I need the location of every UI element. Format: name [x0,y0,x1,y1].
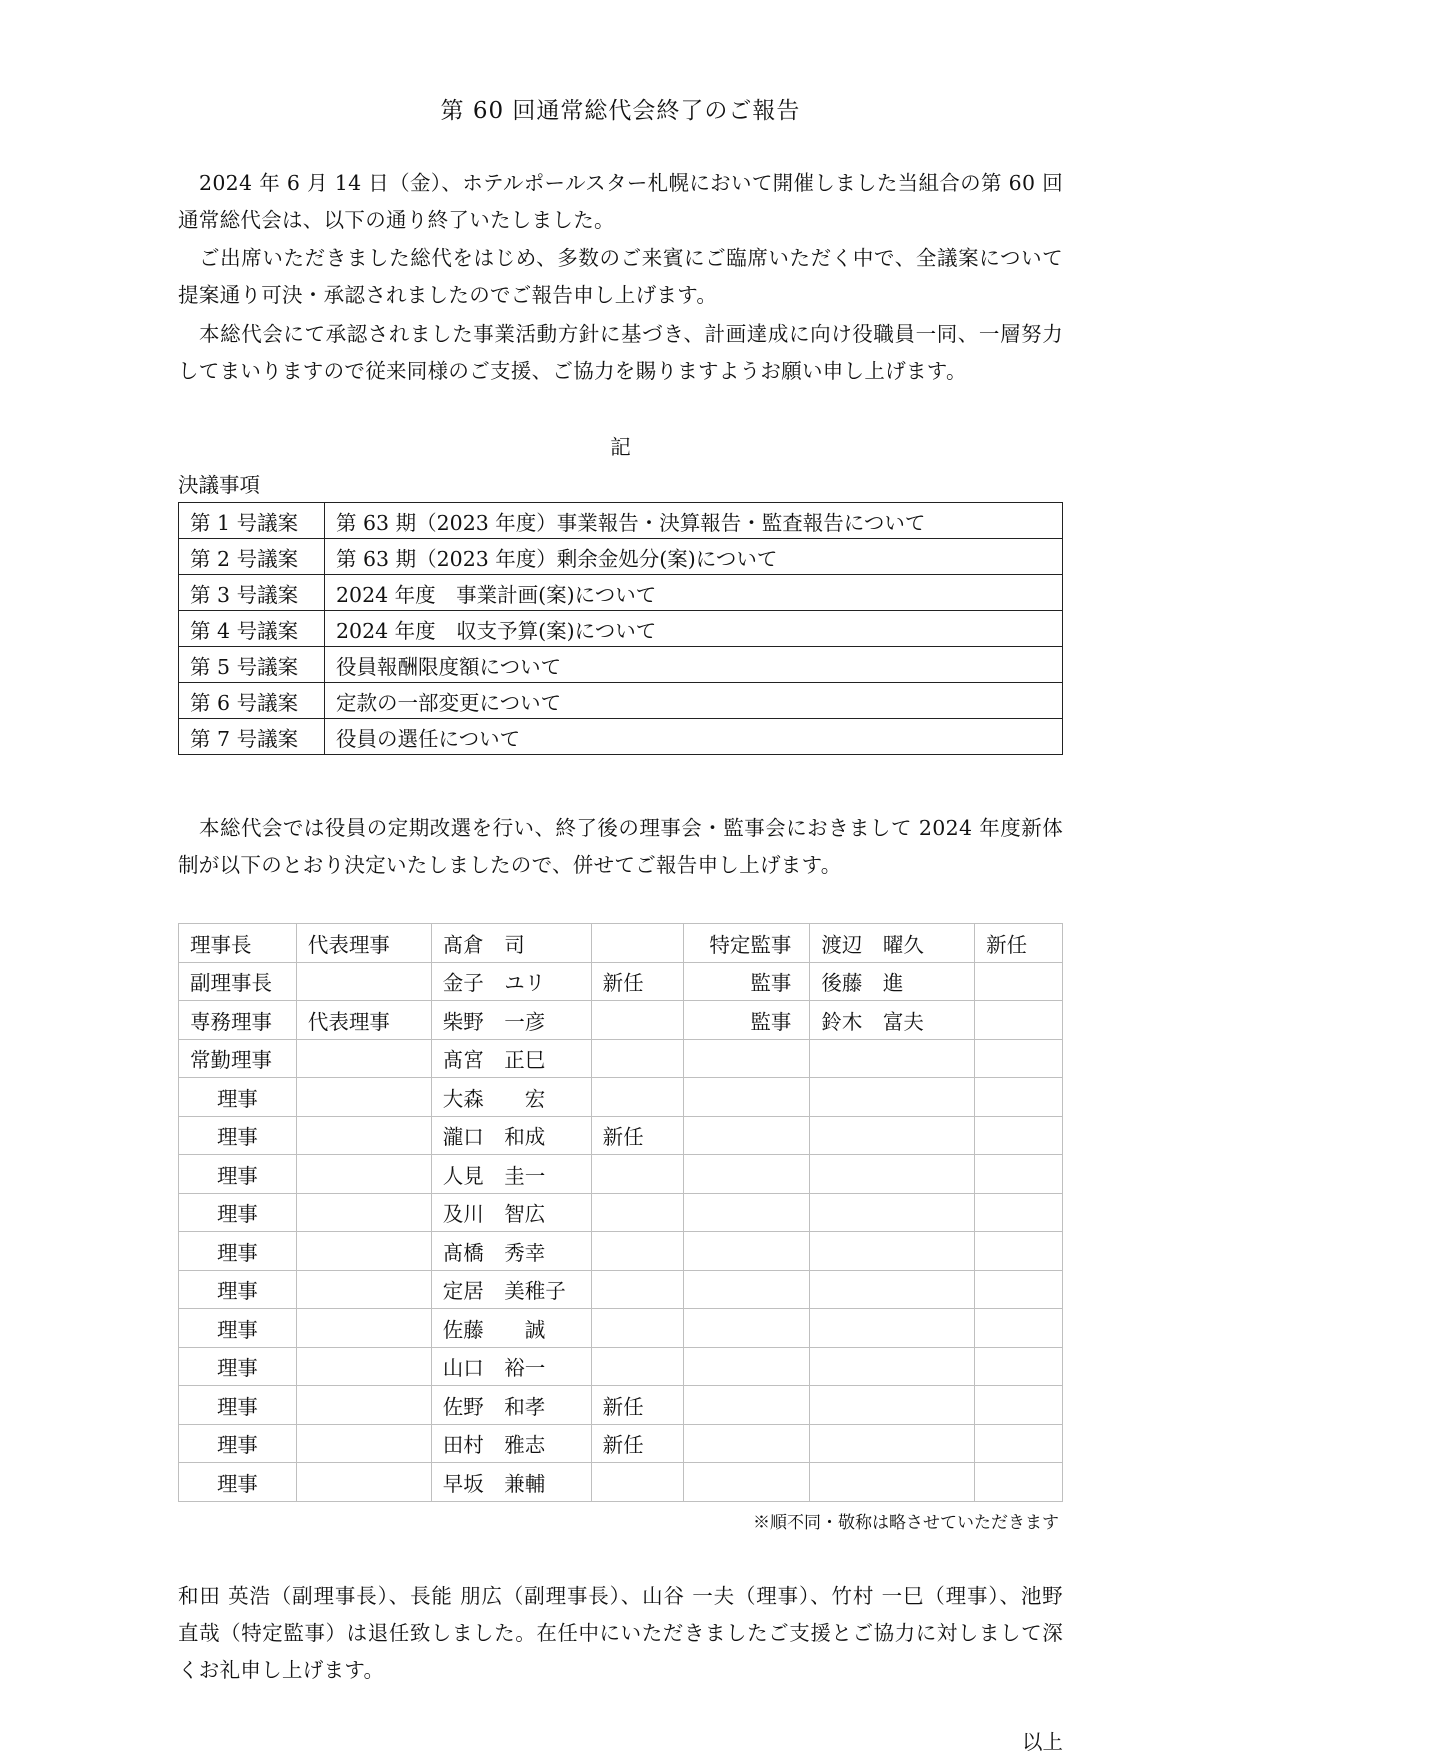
auditor-role [684,1155,810,1194]
officer-name: 髙倉 司 [431,924,591,963]
officer-name: 人見 圭一 [431,1155,591,1194]
auditor-status: 新任 [975,924,1063,963]
resolution-row [179,647,1063,683]
auditor-role [684,1039,810,1078]
auditor-role [684,1232,810,1271]
resolution-row [179,539,1063,575]
officer-status [591,1001,684,1040]
officer-name: 髙宮 正巳 [431,1039,591,1078]
officer-representative [296,1155,431,1194]
intro-paragraph-1: 2024 年 6 月 14 日（金）、ホテルポールスター札幌において開催しました当組合の第 60 回通常総代会は、以下の通り終了いたしました。 [178,171,1063,232]
auditor-name: 鈴木 富夫 [810,1001,975,1040]
officer-representative: 代表理事 [296,1001,431,1040]
resolution-number: 第 2 号議案 [179,539,325,575]
officer-representative [296,1424,431,1463]
officer-row [179,924,1063,963]
officer-status: 新任 [591,1424,684,1463]
auditor-role: 特定監事 [684,924,810,963]
auditor-name [810,1309,975,1348]
officer-name: 田村 雅志 [431,1424,591,1463]
ki-heading: 記 [610,435,631,459]
officer-name: 及川 智広 [431,1193,591,1232]
auditor-status [975,1193,1063,1232]
officer-status [591,1347,684,1386]
officer-status: 新任 [591,1116,684,1155]
auditor-name [810,1155,975,1194]
officer-row [179,1270,1063,1309]
officer-role: 理事 [179,1463,297,1502]
officer-role: 理事 [179,1347,297,1386]
officer-representative [296,1193,431,1232]
resolution-row [179,719,1063,755]
auditor-name: 後藤 進 [810,962,975,1001]
officer-row [179,1347,1063,1386]
document-title: 第 60 回通常総代会終了のご報告 [440,98,801,124]
officer-status [591,1309,684,1348]
officer-name: 佐野 和孝 [431,1386,591,1425]
officer-status [591,1193,684,1232]
officer-representative [296,1232,431,1271]
auditor-role [684,1386,810,1425]
auditor-name [810,1193,975,1232]
resolution-title: 2024 年度 収支予算(案)について [325,611,1063,647]
auditor-role [684,1078,810,1117]
auditor-name [810,1116,975,1155]
auditor-role [684,1116,810,1155]
auditor-name [810,1270,975,1309]
officer-status [591,1270,684,1309]
auditor-status [975,1116,1063,1155]
officer-representative [296,1463,431,1502]
resolution-number: 第 4 号議案 [179,611,325,647]
auditor-name [810,1386,975,1425]
auditor-status [975,962,1063,1001]
officer-role: 理事長 [179,924,297,963]
auditor-status [975,1232,1063,1271]
auditor-name [810,1463,975,1502]
officer-row [179,1386,1063,1425]
auditor-status [975,1155,1063,1194]
order-note: ※順不同・敬称は略させていただきます [753,1513,1059,1533]
officer-representative [296,1309,431,1348]
closing-mark: 以上 [1022,1730,1063,1754]
officer-status [591,1039,684,1078]
officer-status [591,1232,684,1271]
auditor-status [975,1386,1063,1425]
officer-name: 定居 美稚子 [431,1270,591,1309]
auditor-status [975,1001,1063,1040]
officer-name: 大森 宏 [431,1078,591,1117]
officer-row [179,1078,1063,1117]
officer-row [179,1424,1063,1463]
officer-status [591,924,684,963]
resolution-number: 第 7 号議案 [179,719,325,755]
officer-name: 佐藤 誠 [431,1309,591,1348]
auditor-status [975,1347,1063,1386]
officer-role: 理事 [179,1386,297,1425]
auditor-role: 監事 [684,1001,810,1040]
intro-paragraph-3: 本総代会にて承認されました事業活動方針に基づき、計画達成に向け役職員一同、一層努力してまいりますので従来同様のご支援、ご協力を賜りますようお願い申し上げます。 [178,322,1063,383]
auditor-status [975,1309,1063,1348]
officer-role: 理事 [179,1424,297,1463]
officer-role: 理事 [179,1232,297,1271]
officer-representative [296,1386,431,1425]
auditor-role [684,1309,810,1348]
officer-representative: 代表理事 [296,924,431,963]
officer-row [179,1001,1063,1040]
officer-row [179,1232,1063,1271]
officer-name: 早坂 兼輔 [431,1463,591,1502]
new-structure-paragraph: 本総代会では役員の定期改選を行い、終了後の理事会・監事会におきまして 2024 年度新体制が以下のとおり決定いたしましたので、併せてご報告申し上げます。 [178,816,1063,877]
resolution-title: 第 63 期（2023 年度）事業報告・決算報告・監査報告について [325,503,1063,539]
resolution-row [179,611,1063,647]
resolution-row [179,575,1063,611]
auditor-name [810,1039,975,1078]
resolution-title: 2024 年度 事業計画(案)について [325,575,1063,611]
auditor-name [810,1347,975,1386]
officer-representative [296,962,431,1001]
officer-role: 常勤理事 [179,1039,297,1078]
officer-name: 山口 裕一 [431,1347,591,1386]
officer-representative [296,1116,431,1155]
auditor-role [684,1463,810,1502]
officer-role: 専務理事 [179,1001,297,1040]
officer-status: 新任 [591,1386,684,1425]
officer-status [591,1078,684,1117]
auditor-status [975,1270,1063,1309]
officer-representative [296,1270,431,1309]
officer-status [591,1155,684,1194]
officer-name: 髙橋 秀幸 [431,1232,591,1271]
resolution-title: 第 63 期（2023 年度）剰余金処分(案)について [325,539,1063,575]
auditor-name [810,1424,975,1463]
auditor-role [684,1270,810,1309]
resolutions-table [178,502,1063,755]
intro-paragraph-2: ご出席いただきました総代をはじめ、多数のご来賓にご臨席いただく中で、全議案について提案通り可決・承認されましたのでご報告申し上げます。 [178,246,1063,307]
officer-row [179,962,1063,1001]
resolution-number: 第 5 号議案 [179,647,325,683]
auditor-status [975,1078,1063,1117]
auditor-name: 渡辺 曜久 [810,924,975,963]
officer-representative [296,1078,431,1117]
auditor-status [975,1424,1063,1463]
resolution-number: 第 1 号議案 [179,503,325,539]
officer-row [179,1039,1063,1078]
auditor-status [975,1039,1063,1078]
officer-role: 副理事長 [179,962,297,1001]
officer-status: 新任 [591,962,684,1001]
resolution-title: 定款の一部変更について [325,683,1063,719]
retired-paragraph: 和田 英浩（副理事長）、長能 朋広（副理事長）、山谷 一夫（理事）、竹村 一巳（理事）、池野 直哉（特定監事）は退任致しました。在任中にいただきましたご支援とご協力に対しまして深くお礼申し上げます。 [178,1584,1063,1682]
officer-name: 柴野 一彦 [431,1001,591,1040]
officer-status [591,1463,684,1502]
resolution-number: 第 3 号議案 [179,575,325,611]
auditor-role [684,1347,810,1386]
officer-row [179,1463,1063,1502]
resolutions-heading: 決議事項 [178,473,260,497]
auditor-role [684,1424,810,1463]
auditor-role [684,1193,810,1232]
officer-row [179,1155,1063,1194]
auditor-name [810,1232,975,1271]
officer-representative [296,1039,431,1078]
officer-representative [296,1347,431,1386]
officer-row [179,1309,1063,1348]
resolution-number: 第 6 号議案 [179,683,325,719]
officer-role: 理事 [179,1116,297,1155]
officer-role: 理事 [179,1193,297,1232]
officer-name: 金子 ユリ [431,962,591,1001]
officer-name: 瀧口 和成 [431,1116,591,1155]
resolution-row [179,503,1063,539]
auditor-role: 監事 [684,962,810,1001]
officer-row [179,1116,1063,1155]
officer-row [179,1193,1063,1232]
officer-role: 理事 [179,1155,297,1194]
officer-role: 理事 [179,1270,297,1309]
auditor-status [975,1463,1063,1502]
resolution-title: 役員の選任について [325,719,1063,755]
officer-role: 理事 [179,1078,297,1117]
resolution-title: 役員報酬限度額について [325,647,1063,683]
officers-table [178,923,1063,1502]
auditor-name [810,1078,975,1117]
officer-role: 理事 [179,1309,297,1348]
resolution-row [179,683,1063,719]
